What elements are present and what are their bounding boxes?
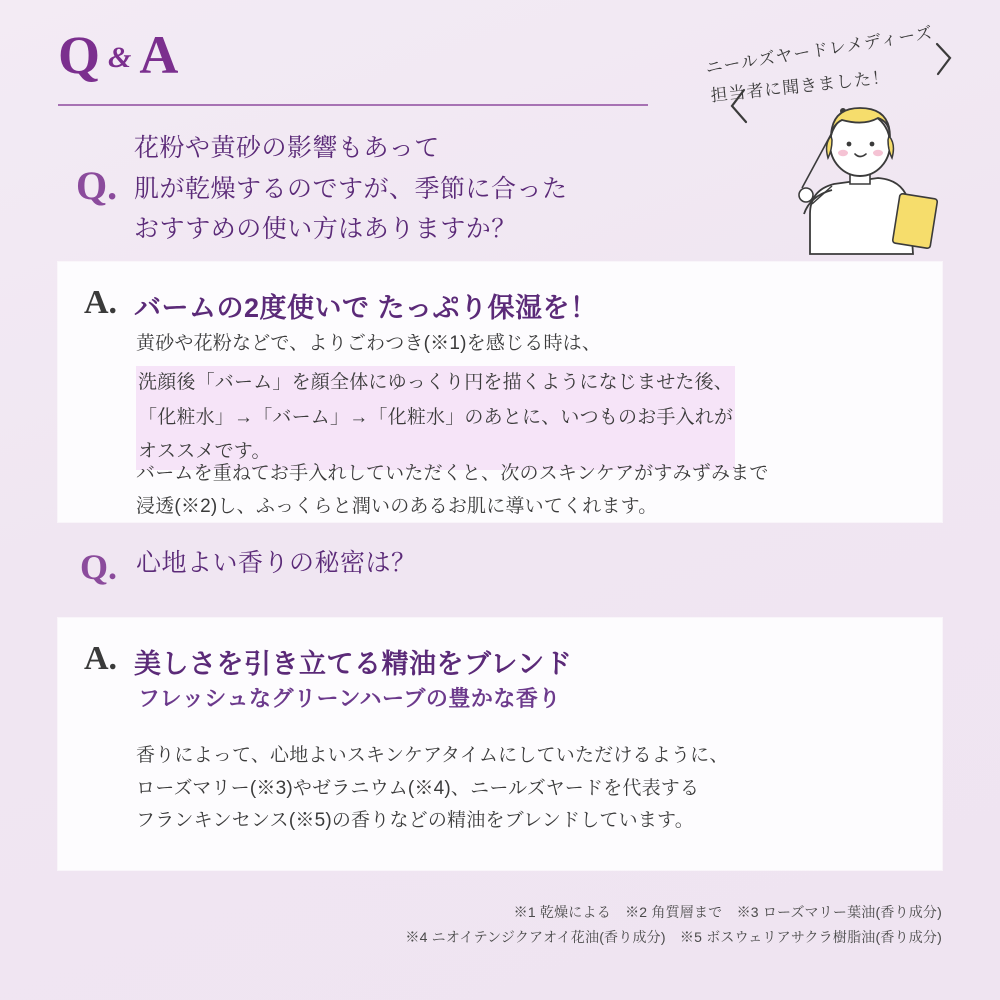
header-divider bbox=[58, 104, 648, 106]
title-q: Q bbox=[58, 25, 103, 85]
page-header bbox=[58, 25, 658, 106]
answer-1-body-line-2: バームを重ねてお手入れしていただくと、次のスキンケアがすみずみまで bbox=[136, 463, 769, 484]
answer-2-body-line-3: フランキンセンス(※5)の香りなどの精油をブレンドしています。 bbox=[136, 810, 694, 832]
page-title bbox=[58, 25, 658, 85]
question-mark-top: Q. bbox=[76, 163, 118, 208]
staff-badge bbox=[682, 18, 972, 268]
question-top-line-2: 肌が乾燥するのですが、季節に合った bbox=[134, 174, 568, 203]
answer-1-highlight-line-3: オススメです。 bbox=[136, 435, 735, 470]
footnotes bbox=[405, 900, 942, 949]
answer-body-1-intro bbox=[136, 328, 601, 361]
title-ampersand: & bbox=[108, 41, 134, 74]
answer-body-1-outro bbox=[136, 458, 769, 523]
answer-subheading-2: フレッシュなグリーンハーブの豊かな香り bbox=[138, 686, 561, 711]
answer-heading-2: 美しさを引き立てる精油をブレンド bbox=[134, 649, 573, 679]
answer-body-2 bbox=[136, 740, 729, 838]
answer-1-highlight-line-1: 洗顔後「バーム」を顔全体にゆっくり円を描くようになじませた後、 bbox=[136, 366, 735, 401]
answer-1-highlight bbox=[136, 366, 735, 470]
answer-1-body-line-1: 黄砂や花粉などで、よりごわつき(※1)を感じる時は、 bbox=[136, 333, 602, 354]
question-mid bbox=[72, 546, 772, 587]
answer-heading-1: バームの2度使いで たっぷり保湿を！ bbox=[134, 293, 598, 323]
answer-mark-2: A. bbox=[84, 640, 118, 677]
question-top-line-1: 花粉や黄砂の影響もあって bbox=[134, 134, 440, 162]
footnote-line-1: ※1 乾燥による ※2 角質層まで ※3 ローズマリー葉油(香り成分) bbox=[513, 904, 942, 920]
question-top bbox=[72, 128, 712, 250]
answer-2-body-line-2: ローズマリー(※3)やゼラニウム(※4)、ニールズヤードを代表する bbox=[136, 777, 700, 799]
title-a: A bbox=[139, 25, 181, 85]
answer-mark-1: A. bbox=[84, 284, 118, 321]
footnote-line-2: ※4 ニオイテンジクアオイ花油(香り成分) ※5 ボスウェリアサクラ樹脂油(香り成分) bbox=[405, 928, 942, 945]
badge-line-1: ニールズヤードレメディーズ bbox=[704, 23, 935, 78]
question-mid-text: 心地よい香りの秘密は？ bbox=[136, 549, 417, 577]
question-top-text bbox=[134, 128, 712, 250]
answer-1-body-line-3: 浸透(※2)し、ふっくらと潤いのあるお肌に導いてくれます。 bbox=[136, 495, 658, 517]
question-top-line-3: おすすめの使い方はありますか？ bbox=[134, 215, 517, 243]
answer-card-2 bbox=[58, 618, 942, 870]
answer-card-1 bbox=[58, 262, 942, 522]
question-mark-mid: Q. bbox=[80, 547, 118, 587]
answer-2-body-line-1: 香りによって、心地よいスキンケアタイムにしていただけるように、 bbox=[136, 745, 729, 766]
badge-line-2: 担当者に聞きました！ bbox=[709, 67, 891, 106]
answer-1-highlight-line-2: 「化粧水」→「バーム」→「化粧水」のあとに、いつものお手入れが bbox=[136, 401, 735, 436]
